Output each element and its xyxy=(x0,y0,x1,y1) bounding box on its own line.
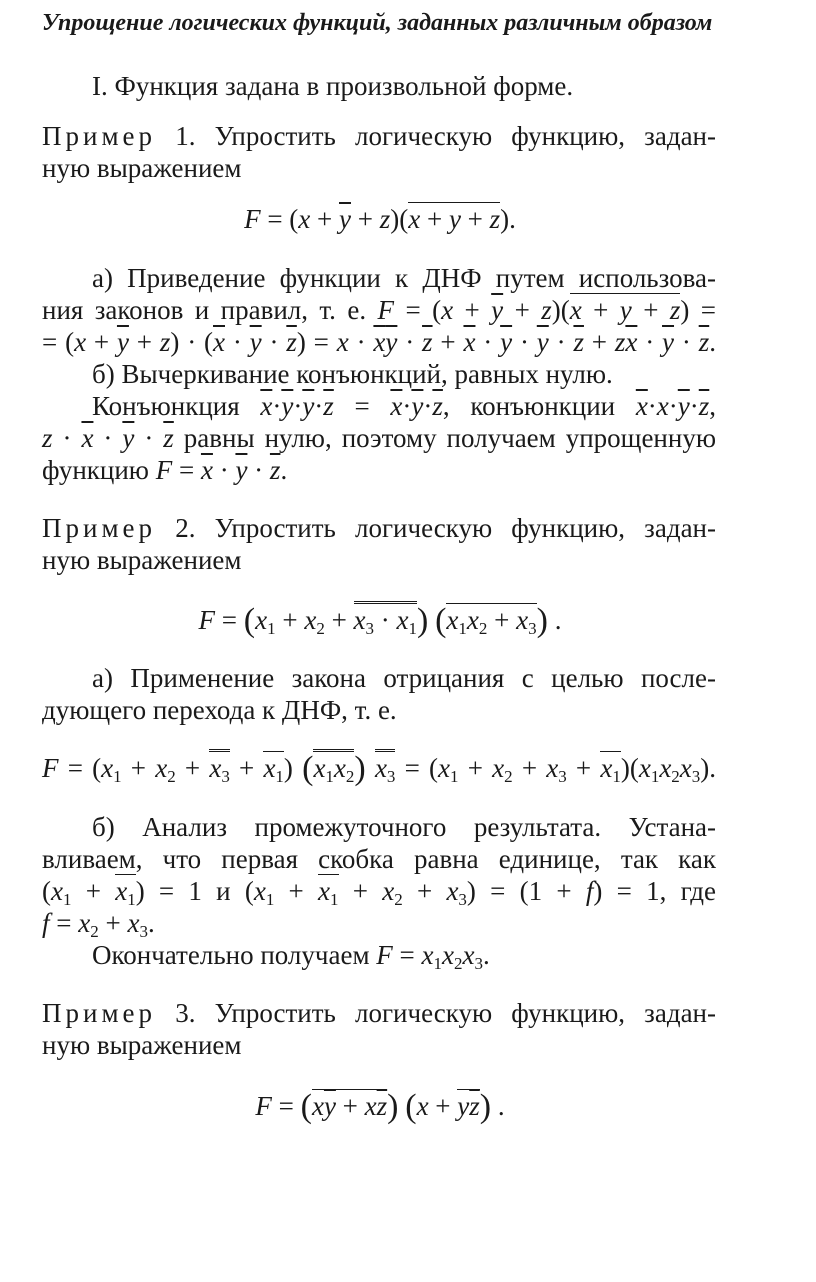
example3-formula: $F = (x\overline{y} + x\overline{z}) (x + y\overline{z})$ . xyxy=(255,1088,505,1125)
section-heading: I. Функция задана в произвольной форме. xyxy=(92,71,574,101)
example1-label: Пример xyxy=(42,121,157,151)
example1-conj-line1: Конъюнкция $\overline{x}\cdot\overline{y}\cdot\overline{y}\cdot\overline{z} = \overline{x}\cdot\overline{y}\cdot\overline{z}$, конъюнкции $\overline{x}\cdot x\cdot\overline{y}\cdot\overline{z}$, xyxy=(92,391,717,421)
page-title: Упрощение логических функций, заданных различным образом xyxy=(42,10,713,36)
example1-step-b: б) Вычеркивание конъюнкций, равных нулю. xyxy=(92,359,613,389)
example2-step-b-line3: $(x_1 + x_1) = 1$ и $(x_1 + x_1 + x_2 + x_3) = (1 + f) = 1$, где xyxy=(42,876,717,909)
example1-task-line1: Пример 1. Упростить логическую функцию, задан- xyxy=(42,121,716,151)
example2-step-b-line2: вливаем, что первая скобка равна единице, так как xyxy=(42,844,716,874)
example2-number: 2. xyxy=(175,513,196,543)
example3-label: Пример xyxy=(42,998,157,1028)
example2-step-b-line1: б) Анализ промежуточного результата. Устана- xyxy=(92,812,716,842)
example2-step-a-line2: дующего перехода к ДНФ, т. е. xyxy=(42,695,397,725)
example3-task-line1: Пример 3. Упростить логическую функцию, задан- xyxy=(42,998,716,1028)
example2-task-line2: ную выражением xyxy=(42,545,242,575)
example1-conj-line2: $z \cdot \overline{x} \cdot \overline{y} \cdot \overline{z}$ равны нулю, поэтому получаем упрощенную xyxy=(42,423,717,453)
example2-final-result: Окончательно получаем $F = x_1x_2x_3$. xyxy=(92,940,490,973)
example2-transform-formula: $F = (x_1 + x_2 + x_3 + x_1)$ $(x_1x_2) x_3 = (x_1 + x_2 + x_3 + x_1)(x_1x_2x_3)$. xyxy=(42,750,717,787)
example2-task-line1: Пример 2. Упростить логическую функцию, задан- xyxy=(42,513,716,543)
example1-task-line2: ную выражением xyxy=(42,153,242,183)
example1-step-a-line3: = $(x + \overline{y} + z) \cdot (\overline{x} \cdot \overline{y} \cdot \overline{z}) = x \cdot \overline{x}\overline{y} \cdot \overline{z} + \overline{x} \cdot \overline{y} \cdot \overline{y} \cdot \overline{z} + z\overline{x} \cdot \overline{y} \cdot \overline{z}$. xyxy=(42,327,716,357)
example1-step-a-line2: ния законов и правил, т. е. $F = (x + \overline{y} + z)(x + y + z)$ = xyxy=(42,295,717,325)
example2-formula: $F = (x_1 + x_2 + x_3 \cdot x_1) (x_1x_2 + x_3)$ . xyxy=(198,602,562,639)
example1-result: функцию $F = \overline{x} \cdot \overline{y} \cdot \overline{z}$. xyxy=(42,455,288,485)
example2-f-definition: $f = x_2 + x_3$. xyxy=(42,908,155,941)
example1-number: 1. xyxy=(175,121,196,151)
example1-formula: $F = (x + \overline{y} + z)(x + y + z)$. xyxy=(244,204,516,234)
example3-task-line2: ную выражением xyxy=(42,1030,242,1060)
example3-number: 3. xyxy=(175,998,196,1028)
example2-step-a-line1: а) Применение закона отрицания с целью после- xyxy=(92,663,716,693)
example1-step-a-line1: а) Приведение функции к ДНФ путем использова- xyxy=(92,263,716,293)
example2-label: Пример xyxy=(42,513,157,543)
